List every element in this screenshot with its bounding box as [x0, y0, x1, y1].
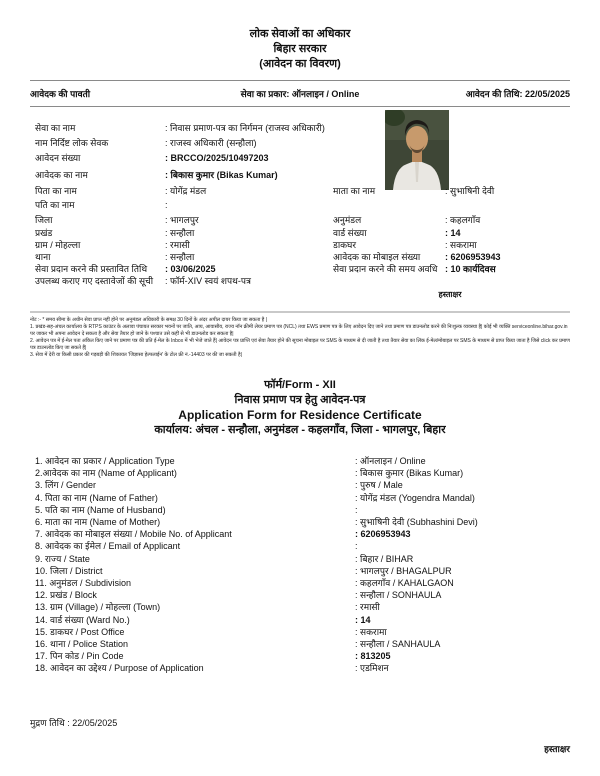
divider-notes: [30, 311, 570, 313]
field-label: 16. थाना / Police Station: [35, 639, 128, 649]
field-value: : BRCCO/2025/10497203: [165, 153, 269, 164]
field-value: : 14: [445, 228, 461, 239]
field-value: : फॉर्म-XIV स्वयं शपथ-पत्र: [165, 276, 251, 287]
field-label: 7. आवेदक का मोबाइल संख्या / Mobile No. of Applicant: [35, 529, 232, 539]
field-value: [355, 505, 358, 516]
field-value: : कहलगाँव / KAHALGAON: [355, 578, 454, 589]
field-label: वार्ड संख्या: [333, 228, 367, 238]
field-value: : भागलपुर / BHAGALPUR: [355, 566, 452, 577]
field-value: : एडमिशन: [355, 663, 389, 674]
field-value: : 10 कार्यदिवस: [445, 264, 496, 275]
ack-strip-receipt-label: आवेदक की पावती: [30, 89, 91, 99]
note-line-email-sms: 2. आवेदन पत्र में ई-मेल पता अंकित किए जाने पर प्रमाण पत्र की प्रति ई-मेल के Inbox में भी भेजे जाते हैं| आवेदन पत्र प्राप्ति एवं सेवा तैयार होने की सूचना मोबाइल पर SMS के माध्यम से दी जाती है तथा तैयार सेवा का लिंक ई-मेल/मोबाइल पर SMS के माध्यम से प्राप्त किया जाता है जिसे click कर प्रमाण पत्र डाउनलोड किए जा सकते हैं|: [30, 338, 570, 351]
field-label: थाना: [35, 252, 51, 262]
field-value: : सन्हौला / SONHAULA: [355, 590, 441, 601]
field-value: : रमासी: [165, 240, 190, 251]
field-label: 9. राज्य / State: [35, 554, 90, 564]
field-label: डाकघर: [333, 240, 357, 250]
field-label: 4. पिता का नाम (Name of Father): [35, 493, 158, 503]
divider-mid: [30, 106, 570, 107]
note-line-helpline: 3. सेवा में देरी या किसी प्रकार की गड़बड़ी की शिकायत 'जिज्ञासा हेल्पलाईन' के टोल फ्री नं.-14403 पर की जा सकती है|: [30, 352, 242, 358]
note-line-appeal: नोट :- * समय सीमा के अधीन सेवा प्राप्त नहीं होने पर अनुमंडल अधिकारी के समक्ष 30 दिनों के अंदर अपील दायर किया जा सकता है |: [30, 317, 268, 323]
field-value: : ऑनलाइन / Online: [355, 456, 426, 467]
field-label: 8. आवेदक का ईमेल / Email of Applicant: [35, 541, 181, 551]
field-value: : 6206953943: [445, 252, 501, 263]
field-label: अनुमंडल: [333, 215, 362, 225]
field-label: 10. जिला / District: [35, 566, 103, 576]
print-date: मुद्रण तिथि : 22/05/2025: [30, 718, 118, 728]
field-value: : योगेंद्र मंडल: [165, 186, 206, 197]
field-label: ग्राम / मोहल्ला: [35, 240, 81, 250]
header-rtps-title: लोक सेवाओं का अधिकार: [249, 28, 351, 40]
field-label: प्रखंड: [35, 228, 53, 238]
field-label: सेवा का नाम: [35, 123, 76, 133]
field-value: : योगेंद्र मंडल (Yogendra Mandal): [355, 493, 475, 504]
form-number-title: फॉर्म/Form - XII: [264, 379, 336, 391]
field-value: : बिकास कुमार (Bikas Kumar): [355, 468, 463, 479]
field-label: 14. वार्ड संख्या (Ward No.): [35, 615, 130, 625]
field-label: सेवा प्रदान करने की प्रस्तावित तिथि: [35, 264, 148, 274]
form-header: [0, 378, 600, 438]
field-value: : 03/06/2025: [165, 264, 216, 275]
divider-top: [30, 80, 570, 81]
field-label: 15. डाकघर / Post Office: [35, 627, 125, 637]
field-value: : 14: [355, 615, 371, 626]
field-label: 11. अनुमंडल / Subdivision: [35, 578, 132, 588]
notes-section: [30, 317, 570, 359]
field-value: [355, 541, 358, 552]
field-value: : सकरामा: [355, 627, 387, 638]
field-label: 2.आवेदक का नाम (Name of Applicant): [35, 468, 177, 478]
field-label: माता का नाम: [333, 186, 376, 196]
form-signature-label: हस्ताक्षर: [544, 744, 570, 754]
field-value: : सन्हौला: [165, 228, 194, 239]
field-value: : कहलगाँव: [445, 215, 480, 226]
ack-signature-label: हस्ताक्षर: [438, 290, 462, 299]
form-office-line: कार्यालय: अंचल - सन्हौला, अनुमंडल - कहलगाँव, जिला - भागलपुर, बिहार: [154, 424, 446, 436]
field-value: : भागलपुर: [165, 215, 199, 226]
field-label: आवेदक का मोबाइल संख्या: [333, 252, 421, 262]
field-value: : राजस्व अधिकारी (सन्हौला): [165, 138, 257, 149]
field-label: नाम निर्दिष्ट लोक सेवक: [35, 138, 109, 148]
field-label: 6. माता का नाम (Name of Mother): [35, 517, 161, 527]
header-subtitle: (आवेदन का विवरण): [259, 58, 341, 70]
field-value: : 813205: [355, 651, 391, 662]
field-label: 5. पति का नाम (Name of Husband): [35, 505, 166, 515]
ack-strip-service-type: सेवा का प्रकार: ऑनलाइन / Online: [240, 89, 360, 99]
field-value: : रमासी: [355, 602, 380, 613]
field-value: : सुभाषिनी देवी (Subhashini Devi): [355, 517, 478, 528]
field-value: : 6206953943: [355, 529, 411, 540]
field-value: : सन्हौला / SANHAULA: [355, 639, 440, 650]
form-english-title: Application Form for Residence Certificate: [178, 408, 422, 422]
field-label: आवेदक का नाम: [35, 170, 88, 180]
document-header: [0, 27, 600, 72]
field-value: : बिहार / BIHAR: [355, 554, 413, 565]
field-value: : सन्हौला: [165, 252, 194, 263]
field-label: 18. आवेदन का उद्देश्य / Purpose of Application: [35, 663, 204, 673]
field-label: आवेदन संख्या: [35, 153, 81, 163]
field-label: 12. प्रखंड / Block: [35, 590, 97, 600]
field-value: : बिकास कुमार (Bikas Kumar): [165, 170, 278, 181]
form-hindi-title: निवास प्रमाण पत्र हेतु आवेदन-पत्र: [234, 394, 366, 406]
field-value: [165, 200, 168, 211]
field-label: 13. ग्राम (Village) / मोहल्ला (Town): [35, 602, 161, 612]
applicant-photo-graphic: [385, 110, 449, 190]
field-value: : पुरुष / Male: [355, 480, 403, 491]
field-label: 1. आवेदन का प्रकार / Application Type: [35, 456, 175, 466]
applicant-photo: [385, 110, 449, 190]
field-label: सेवा प्रदान करने की समय अवधि: [333, 264, 438, 274]
field-label: पति का नाम: [35, 200, 75, 210]
field-label: उपलब्ध कराए गए दस्तावेजों की सूची: [35, 276, 154, 286]
ack-strip-apply-date: आवेदन की तिथि: 22/05/2025: [465, 89, 570, 99]
field-value: : सकरामा: [445, 240, 477, 251]
field-label: 3. लिंग / Gender: [35, 480, 97, 490]
note-line-rtps-counter: 1. प्रखंड-सह-अंचल कार्यालय के RTPS काउंटर के अलावा पंचायत सरकार भवनों पर जाति, आय, आवासीय, राज्य नॉन क्रीमी लेयर प्रमाण पत्र (NCL) तथा EWS प्रमाण पत्र के लिए आवेदन दिए जाने तथा प्रमाण पत्र डाउनलोड करने की निःशुल्क व्यवस्था है| कोई भी व्यक्ति serviceonline.bihar.gov.in पर जाकर भी अपना आवेदन दे सकता है और सेवा तैयार हो जाने के पश्चात उसे कहीं से भी डाउनलोड कर सकता है|: [30, 324, 568, 337]
field-label: जिला: [35, 215, 53, 225]
field-label: पिता का नाम: [35, 186, 77, 196]
field-value: : निवास प्रमाण-पत्र का निर्गमन (राजस्व अधिकारी): [165, 123, 325, 134]
field-value: : सुभाषिनी देवी: [445, 186, 494, 197]
header-govt-title: बिहार सरकार: [273, 43, 327, 55]
field-label: 17. पिन कोड / Pin Code: [35, 651, 124, 661]
